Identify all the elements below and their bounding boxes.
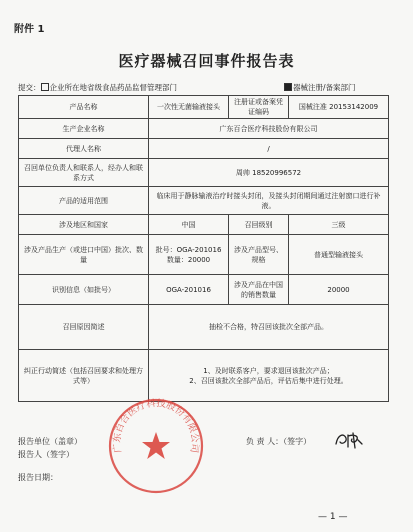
- svg-text:广东百合医疗科技股份有限公司: 广东百合医疗科技股份有限公司: [111, 397, 201, 454]
- table-row: [19, 275, 389, 305]
- sales-quantity-label: 涉及产品在中国的销售数量: [229, 275, 289, 305]
- identification-value: OGA-201016: [149, 275, 229, 305]
- company-seal-stamp: [106, 396, 206, 496]
- handwritten-signature: [334, 430, 364, 450]
- filing-option-label: 器械注册/备案部门: [293, 83, 356, 92]
- model-value: 普通型输液接头: [289, 235, 389, 275]
- identification-label: 识别信息（如批号）: [19, 275, 149, 305]
- product-name-value: 一次性无菌输液接头: [149, 96, 229, 119]
- contact-label: 召回单位负责人和联系人，经办人和联系方式: [19, 159, 149, 187]
- report-date-label: 报告日期：: [18, 473, 58, 482]
- registration-number-label: 注册证或备案凭证编码: [229, 96, 289, 119]
- agent-value: /: [149, 139, 389, 159]
- table-row: [19, 187, 389, 215]
- filing-line: [284, 82, 356, 93]
- manufacturer-label: 生产企业名称: [19, 119, 149, 139]
- batch-label: 涉及产品生产（或进口中国）批次、数量: [19, 235, 149, 275]
- table-row: [19, 235, 389, 275]
- attachment-label: 附件 1: [14, 24, 45, 35]
- usage-label: 产品的适用范围: [19, 187, 149, 215]
- action-step-1: 1、及时联系客户，要求退回该批次产品；: [203, 366, 334, 375]
- reporter-person-label: 报告人（签字）: [18, 450, 74, 459]
- contact-value: 周帅 18520996572: [149, 159, 389, 187]
- action-step-2: 2、召回该批次全部产品后，评估后集中进行处理。: [189, 376, 348, 385]
- recall-report-table: [18, 95, 389, 402]
- recall-level-label: 召回级别: [229, 215, 289, 235]
- model-label: 涉及产品型号、规格: [229, 235, 289, 275]
- sales-quantity-value: 20000: [289, 275, 389, 305]
- batch-number: 批号：OGA-201016: [155, 245, 222, 254]
- reporter-unit-label: 报告单位（盖章）: [18, 437, 82, 446]
- table-row: [19, 96, 389, 119]
- reason-label: 召回原因简述: [19, 305, 149, 350]
- table-row: [19, 139, 389, 159]
- table-row: [19, 119, 389, 139]
- submit-line: [18, 82, 177, 93]
- region-value: 中国: [149, 215, 229, 235]
- reason-value: 抽检不合格，特召回该批次全部产品。: [149, 305, 389, 350]
- registration-number-value: 国械注准 20153142009: [289, 96, 389, 119]
- manufacturer-value: 广东百合医疗科技股份有限公司: [149, 119, 389, 139]
- recall-level-value: 三级: [289, 215, 389, 235]
- submit-option-label: 企业所在地省级食品药品监督管理部门: [49, 83, 177, 92]
- checkbox-icon[interactable]: [41, 83, 49, 91]
- action-value: [149, 350, 389, 402]
- page-number: — 1 —: [318, 512, 348, 522]
- table-row: [19, 215, 389, 235]
- table-row: [19, 350, 389, 402]
- responsible-person-label: 负 责 人：（签字）: [246, 437, 312, 446]
- usage-value: 临床用于静脉输液治疗时接头封闭，及接头封闭期间通过注射窗口进行补液。: [149, 187, 389, 215]
- region-label: 涉及地区和国家: [19, 215, 149, 235]
- product-name-label: 产品名称: [19, 96, 149, 119]
- star-icon: [142, 432, 170, 459]
- agent-label: 代理人名称: [19, 139, 149, 159]
- batch-value: [149, 235, 229, 275]
- batch-quantity: 数量：20000: [166, 255, 211, 264]
- table-row: [19, 159, 389, 187]
- submit-prefix: 提交：: [18, 83, 41, 92]
- table-row: [19, 305, 389, 350]
- page-title: 医疗器械召回事件报告表: [118, 52, 295, 70]
- checkbox-checked-icon[interactable]: [284, 83, 292, 91]
- action-label: 纠正行动简述（包括召回要求和处理方式等）: [19, 350, 149, 402]
